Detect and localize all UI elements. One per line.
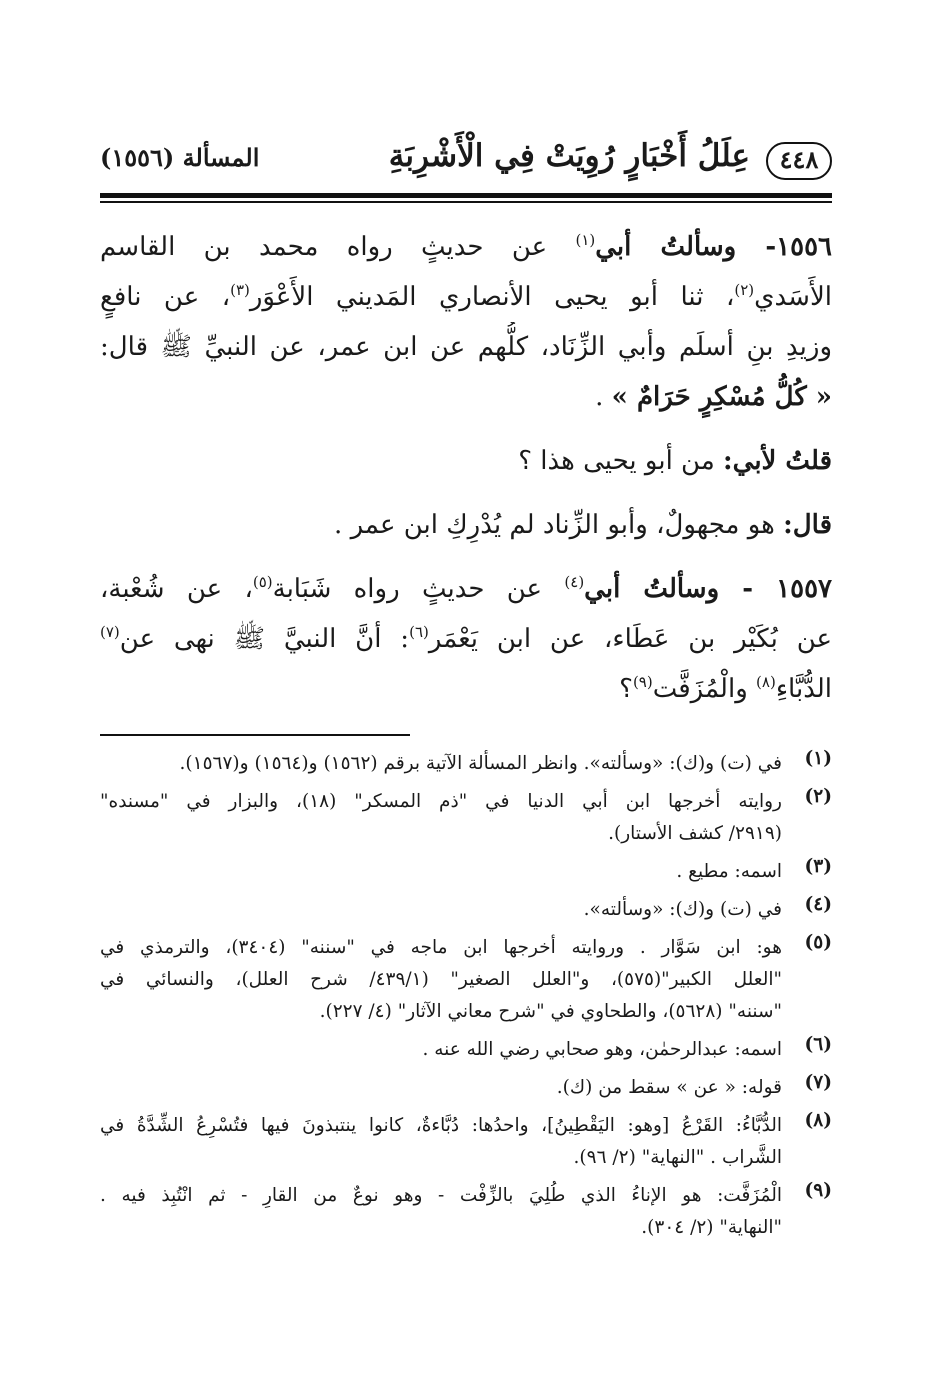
text-span: والْمُزَفَّت xyxy=(652,674,757,704)
footnote-line: الشَّراب . "النهاية" (٢/ ٩٦). xyxy=(573,1147,782,1168)
footnote-number: (٥) xyxy=(804,932,832,953)
footnote-line: اسمه: عبدالرحمٰن، وهو صحابي رضي الله عنه . xyxy=(422,1039,782,1060)
footnote-ref: (٢) xyxy=(734,281,755,299)
footnote-number: (٤) xyxy=(804,894,832,915)
page-number: ٤٤٨ xyxy=(766,142,832,180)
footnote-line: "النهاية" (٢/ ٣٠٤). xyxy=(641,1217,782,1238)
text-line: وزيدِ بنِ أسلَم وأبي الزِّنَاد، كلُّهم عن ابن عمر، عن النبيِّ ﷺ قال: xyxy=(100,332,832,362)
text-span: : أنَّ النبيَّ ﷺ نهى عن xyxy=(119,624,410,654)
text-span: عن حديثٍ رواه شَبَابة xyxy=(272,574,565,604)
text-span: ، عن نافعٍ xyxy=(100,282,231,312)
footnote-item xyxy=(100,786,832,850)
footnote-item xyxy=(100,856,832,888)
footnote-line: الدُّبَّاءُ: القَرْعُ [وهو: اليَقْطِينُ]، واحدُها: دُبَّاءةٌ، كانوا ينتبذونَ فيها فتُسْرِعُ الشِّدَّةُ في xyxy=(100,1115,782,1136)
text-line xyxy=(100,664,832,714)
footnote-line: هو: ابن سَوَّار . وروايته أخرجها ابن ماجه في "سننه" (٣٤٠٤)، والترمذي في xyxy=(100,937,782,958)
footnote-line: في (ت) و(ك): «وسألته». وانظر المسألة الآتية برقم (١٥٦٢) و(١٥٦٤) و(١٥٦٧). xyxy=(179,753,782,774)
footnote-ref: (٨) xyxy=(756,673,776,691)
footnote-number: (٧) xyxy=(804,1072,832,1093)
footnote-line: قوله: « عن » سقط من (ك). xyxy=(556,1077,782,1098)
text-span: . xyxy=(595,382,612,412)
footnote-ref: (١) xyxy=(575,231,596,249)
footnote-item xyxy=(100,932,832,1028)
footnote-item xyxy=(100,1034,832,1066)
footnote-ref: (٩) xyxy=(632,673,653,691)
footnote-number: (٦) xyxy=(804,1034,832,1055)
footnote-line: روايته أخرجها ابن أبي الدنيا في "ذم المسكر" (١٨)، والبزار في "مسنده" xyxy=(100,791,782,812)
question-lead: وسألتُ أبي xyxy=(595,232,737,262)
footnote-ref: (٦) xyxy=(409,623,429,641)
question-abu-yahya xyxy=(100,436,832,486)
text-line xyxy=(100,614,832,664)
footnote-number: (٩) xyxy=(804,1180,832,1201)
header-rule-thick xyxy=(100,193,832,198)
footnotes xyxy=(100,748,832,1250)
footnote-item xyxy=(100,1072,832,1104)
text-line xyxy=(100,372,832,422)
answer-abu-yahya xyxy=(100,500,832,550)
footnote-line: "العلل الكبير"(٥٧٥)، و"العلل الصغير" (٤٣٩/١/ شرح العلل)، والنسائي في xyxy=(100,969,782,990)
speaker-label: قال: xyxy=(783,510,832,540)
running-title: عِلَلُ أَخْبَارٍ رُوِيَتْ فِي الْأَشْرِبَةِ xyxy=(388,138,750,174)
text-line xyxy=(100,564,832,614)
text-span: عن بُكَيْر بن عَطَاء، عن ابن يَعْمَر xyxy=(428,624,832,654)
header-rule-thin xyxy=(100,201,832,203)
footnote-item xyxy=(100,1180,832,1244)
issue-number: ١٥٥٦- xyxy=(736,232,832,262)
footnote-number: (٣) xyxy=(804,856,832,877)
text-span: ؟ xyxy=(619,674,633,704)
footnote-line: (٢٩١٩/ كشف الأستار). xyxy=(608,823,782,844)
hadith-text: « كُلُّ مُسْكِرٍ حَرَامٌ » xyxy=(611,382,832,412)
question-lead: وسألتُ أبي xyxy=(584,574,720,604)
text-span: ، ثنا أبو يحيى الأنصاري المَديني الأَعْوَر xyxy=(249,282,735,312)
text-span: عن حديثٍ رواه محمد بن القاسم xyxy=(100,232,576,262)
page-header xyxy=(100,138,832,188)
footnote-separator xyxy=(100,734,410,736)
text-span: الدُّبَّاءِ xyxy=(775,674,832,704)
footnote-ref: (٧) xyxy=(100,623,120,641)
text-line xyxy=(100,222,832,272)
text-span: الأَسَدي xyxy=(754,282,832,312)
issue-label: المسألة (١٥٥٦) xyxy=(100,143,260,172)
footnote-ref: (٤) xyxy=(564,573,585,591)
footnote-item xyxy=(100,748,832,780)
footnote-ref: (٣) xyxy=(230,281,250,299)
footnote-item xyxy=(100,894,832,926)
footnote-item xyxy=(100,1110,832,1174)
speaker-label: قلتُ لأبي: xyxy=(723,446,832,476)
main-text xyxy=(100,222,832,714)
footnote-number: (١) xyxy=(804,748,832,769)
text-line xyxy=(100,272,832,322)
footnote-line: في (ت) و(ك): «وسألته». xyxy=(583,899,782,920)
footnote-number: (٢) xyxy=(804,786,832,807)
footnote-line: الْمُزَفَّت: هو الإناءُ الذي طُلِيَ بالزِّفْت - وهو نوعٌ من القارِ - ثم انْتُبِذ فيه . xyxy=(100,1185,782,1206)
footnote-ref: (٥) xyxy=(252,573,273,591)
text-span: هو مجهولٌ، وأبو الزِّناد لم يُدْرِكِ ابن عمر . xyxy=(334,510,784,540)
footnote-number: (٨) xyxy=(804,1110,832,1131)
footnote-line: اسمه: مطيع . xyxy=(676,861,782,882)
text-span: ، عن شُعْبة، xyxy=(100,574,253,604)
footnote-line: "سننه" (٥٦٢٨)، والطحاوي في "شرح معاني الآثار" (٤/ ٢٢٧). xyxy=(319,1001,782,1022)
issue-number: ١٥٥٧ - xyxy=(719,574,832,604)
text-span: من أبو يحيى هذا ؟ xyxy=(518,446,724,476)
